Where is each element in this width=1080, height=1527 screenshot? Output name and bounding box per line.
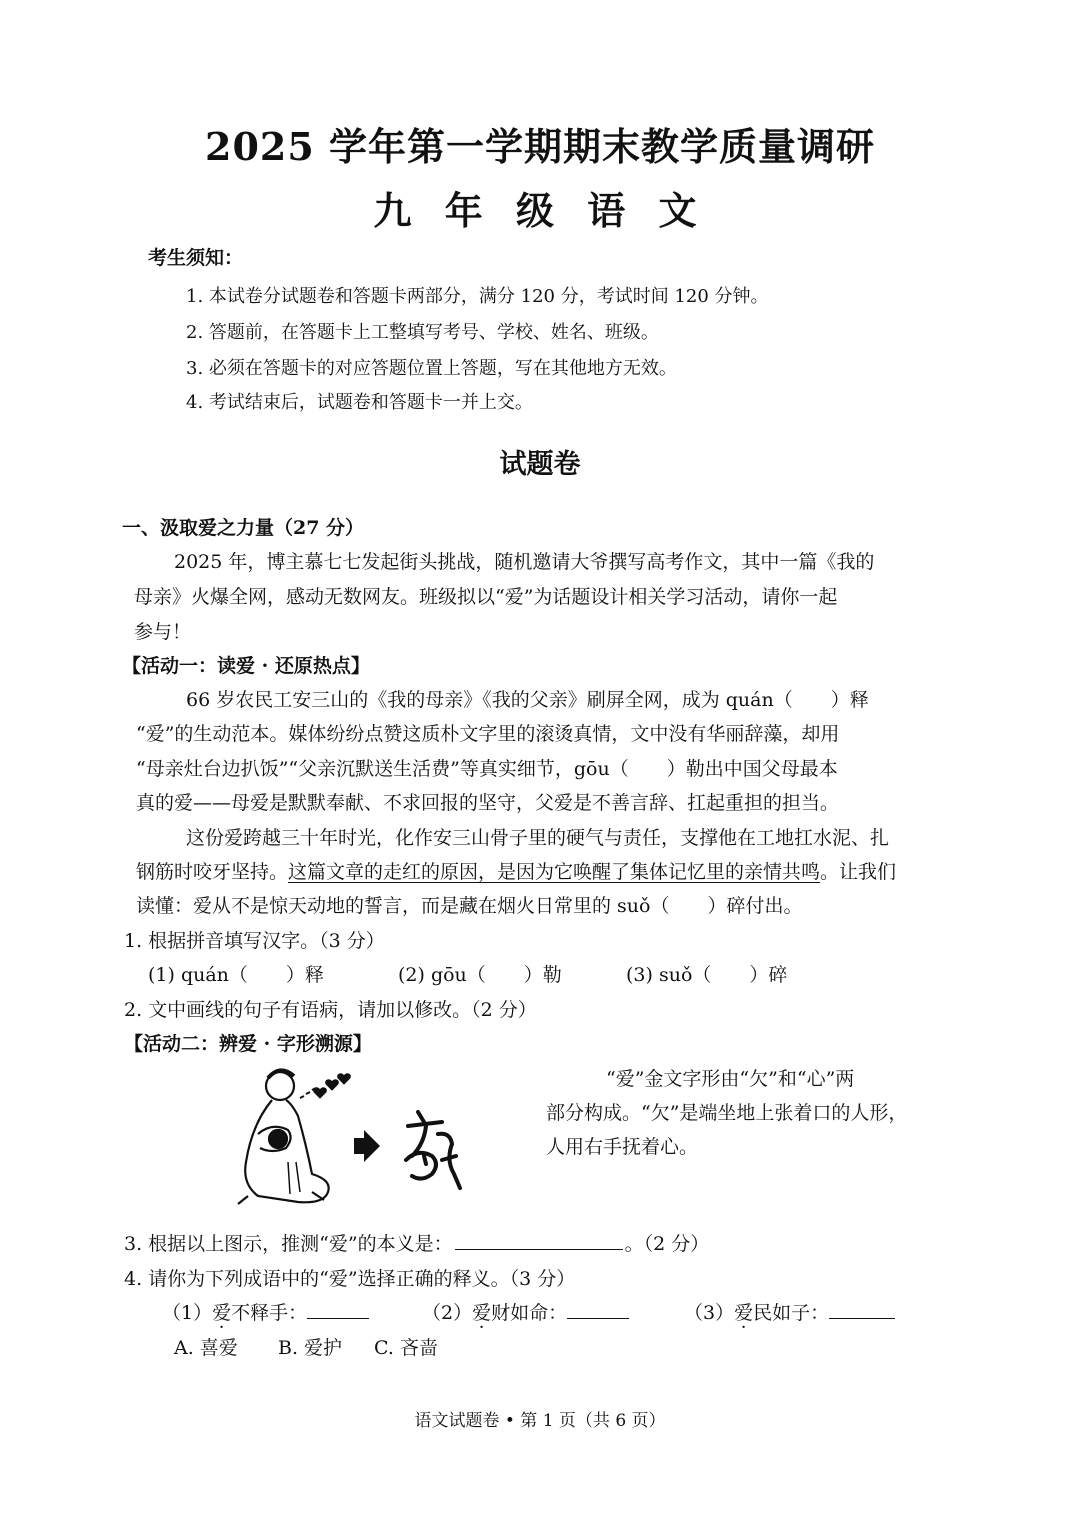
- q4-item: （2）爱财如命：: [422, 1298, 629, 1325]
- section-heading: 一、汲取爱之力量（27 分）: [122, 517, 365, 539]
- intro-line: 母亲》火爆全网，感动无数网友。班级拟以“爱”为话题设计相关学习活动，请你一起: [134, 586, 838, 608]
- activity1-heading: 【活动一：读爱 · 还原热点】: [122, 655, 370, 677]
- passage-line: 66 岁农民工安三山的《我的母亲》《我的父亲》刷屏全网，成为 quán（ ）释: [186, 689, 869, 711]
- notice-item: 2. 答题前，在答题卡上工整填写考号、学校、姓名、班级。: [186, 322, 659, 343]
- passage-line: 这份爱跨越三十年时光，化作安三山骨子里的硬气与责任，支撑他在工地扛水泥、扎: [186, 827, 890, 849]
- question-3: 3. 根据以上图示，推测“爱”的本义是： 。（2 分）: [124, 1233, 710, 1255]
- answer-blank[interactable]: [455, 1248, 623, 1250]
- flawed-sentence: 这篇文章的走红的原因，是因为它唤醒了集体记忆里的亲情共鸣: [288, 861, 821, 883]
- q1-item: (3) suǒ（ ）碎: [626, 964, 788, 986]
- passage-line: 真的爱——母爱是默默奉献、不求回报的坚守，父爱是不善言辞、扛起重担的担当。: [136, 792, 840, 814]
- answer-blank[interactable]: [567, 1317, 629, 1319]
- glyph-description: 人用右手抚着心。: [546, 1136, 699, 1158]
- question-2: 2. 文中画线的句子有语病，请加以修改。（2 分）: [124, 999, 537, 1021]
- intro-line: 参与！: [134, 621, 192, 643]
- q4-option: A. 喜爱: [174, 1337, 238, 1359]
- q4-item: （3）爱民如子：: [684, 1298, 895, 1325]
- intro-line: 2025 年，博主慕七七发起街头挑战，随机邀请大爷撰写高考作文，其中一篇《我的: [174, 551, 875, 573]
- passage-line: “母亲灶台边扒饭”“父亲沉默送生活费”等真实细节，gōu（ ）勒出中国父母最本: [136, 758, 838, 780]
- answer-blank[interactable]: [307, 1317, 369, 1319]
- passage-line: 读懂：爱从不是惊天动地的誓言，而是藏在烟火日常里的 suǒ（ ）碎付出。: [136, 895, 803, 917]
- notice-item: 1. 本试卷分试题卷和答题卡两部分，满分 120 分，考试时间 120 分钟。: [186, 286, 769, 307]
- passage-line-underlined: 钢筋时咬牙坚持。这篇文章的走红的原因，是因为它唤醒了集体记忆里的亲情共鸣。让我们: [136, 861, 897, 883]
- character-origin-illustration: [228, 1064, 488, 1214]
- bronze-script-ai-icon: [406, 1112, 460, 1188]
- page-footer: 语文试题卷 • 第 1 页（共 6 页）: [414, 1411, 666, 1431]
- heart-icon: [300, 1074, 350, 1098]
- notice-item: 3. 必须在答题卡的对应答题位置上答题，写在其他地方无效。: [186, 358, 677, 379]
- exam-subject: 九 年 级 语 文: [373, 188, 707, 233]
- arrow-right-icon: [354, 1130, 380, 1162]
- question-4: 4. 请你为下列成语中的“爱”选择正确的释义。（3 分）: [124, 1268, 576, 1290]
- paper-title: 试题卷: [499, 449, 581, 480]
- activity2-heading: 【活动二：辨爱 · 字形溯源】: [124, 1033, 372, 1055]
- notice-item: 4. 考试结束后，试题卷和答题卡一并上交。: [186, 392, 533, 413]
- glyph-description: 部分构成。“欠”是端坐地上张着口的人形，: [546, 1102, 908, 1124]
- question-1: 1. 根据拼音填写汉字。（3 分）: [124, 930, 385, 952]
- answer-blank[interactable]: [829, 1317, 895, 1319]
- notice-heading: 考生须知：: [148, 247, 244, 269]
- q4-option: B. 爱护: [278, 1337, 343, 1359]
- passage-line: “爱”的生动范本。媒体纷纷点赞这质朴文字里的滚烫真情，文中没有华丽辞藻，却用: [136, 723, 840, 745]
- exam-title: 2025 学年第一学期期末教学质量调研: [205, 124, 875, 169]
- glyph-description: “爱”金文字形由“欠”和“心”两: [606, 1068, 855, 1090]
- q4-option: C. 吝啬: [374, 1337, 438, 1359]
- q1-item: (2) gōu（ ）勒: [398, 964, 562, 986]
- q4-item: （1）爱不释手：: [162, 1298, 369, 1325]
- q1-item: (1) quán（ ）释: [148, 964, 324, 986]
